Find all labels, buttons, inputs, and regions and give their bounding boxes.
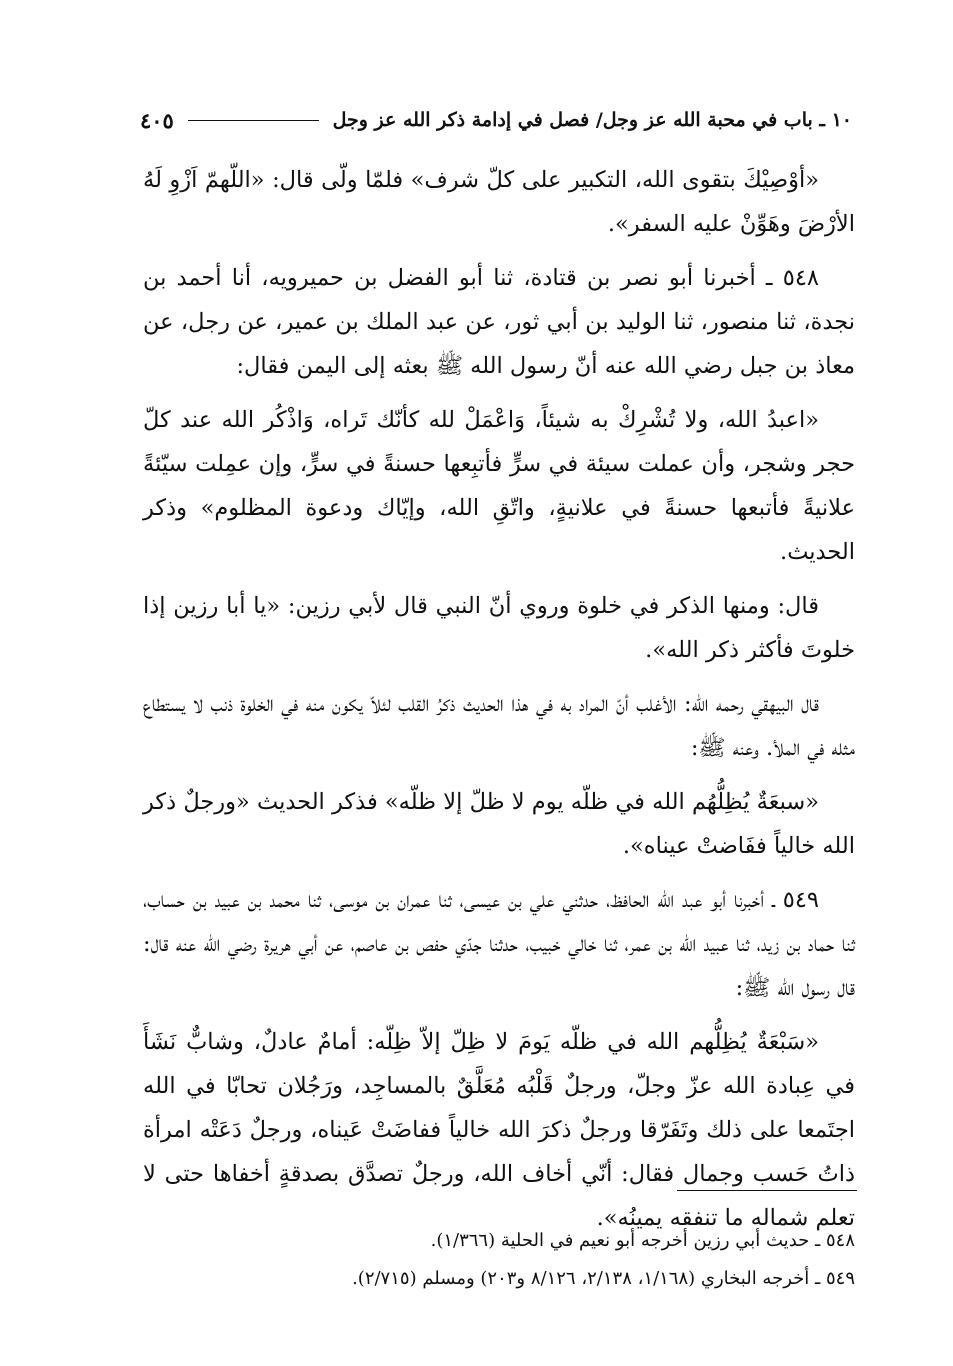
commentary-khalwa: قال: ومنها الذكر في خلوة وروي أنّ النبي قال لأبي رزين: «يا أبا رزين إذا خلوتَ فأكثر ذكر الله». xyxy=(143,593,855,663)
footnote-548: ٥٤٨ ـ حديث أبي رزين أخرجه أبو نعيم في الحلية (١/٣٦٦). xyxy=(430,1230,855,1251)
page-number: ٤٠٥ xyxy=(140,107,174,133)
main-text xyxy=(143,158,855,1250)
footnote-549: ٥٤٩ ـ أخرجه البخاري (١/١٦٨، ٢/١٣٨، ٨/١٢٦ و٢٠٣) ومسلم (٢/٧١٥). xyxy=(352,1268,855,1289)
footnotes xyxy=(143,1222,855,1298)
hadith-549-text: «سَبْعَةٌ يُظِلُّهم الله في ظلّه يَومَ لا ظِلّ إلاّ ظِلّه: أمامٌ عادلٌ، وشابٌّ نَشَأَ في عِبادة الله عزّ وجلّ، ورجلٌ قَلْبُه مُعَلَّقٌ بالمساجِد، ورَجُلان تحابّا في الله اجتَمعا على ذلك وتَفَرّقا ورجلٌ ذكرَ الله خالياً ففاضَتْ عَيناه، ورجلٌ دَعَتْه امرأة ذاتُ حَسب وجمال فقال: أنّي أخاف الله، ورجلٌ تصدَّق بصدقةٍ أخفاها حتى لا تعلم شماله ما تنفقه يمينُه». xyxy=(143,1029,855,1231)
hadith-549-isnad: ٥٤٩ ـ أخبرنا أبو عبد الله الحافظ، حدثني علي بن عيسى، ثنا عمران بن موسى، ثنا محمد بن عبيد بن حساب، ثنا حماد بن زيد، ثنا عبيد الله بن عمر، ثنا خالي خبيب، حدثنا جدّي حفص بن عاصم، عن أبي هريرة رضي الله عنه قال: قال رسول الله ﷺ: xyxy=(143,887,855,1001)
running-title: ١٠ ـ باب في محبة الله عز وجل/ فصل في إدامة ذكر الله عز وجل xyxy=(332,109,852,131)
paragraph-continuation: «أوْصِيْكَ بتقوى الله، التكبير على كلّ شرف» فلمّا ولّى قال: «اللّهمّ اَزْوِ لَهُ الأرْضَ وهَوِّنْ عليه السفر». xyxy=(143,167,855,237)
header-rule xyxy=(188,120,319,121)
bayhaqi-comment: قال البيهقي رحمه الله: الأغلب أنّ المراد به في هذا الحديث ذكرُ القلب لئلاّ يكون منه في الخلوة ذنب لا يستطاع مثله في الملأ. وعنه ﷺ: xyxy=(143,691,855,761)
hadith-548-text: «اعبدُ الله، ولا تُشْرِكْ به شيئاً، وَاعْمَلْ لله كأنّك تَراه، وَاذْكُر الله عند كلّ حجر وشجر، وأن عملت سيئة في سرٍّ فأتبِعها حسنةً في سرٍّ، وإن عمِلت سيّئةً علانيةً فأتبعها حسنةً في علانيةٍ، واتّقِ الله، وإيّاك ودعوة المظلوم» وذكر الحديث. xyxy=(143,407,855,565)
seven-shade-summary: «سبعَةٌ يُظِلُّهُم الله في ظلّه يوم لا ظلّ إلا ظلّه» فذكر الحديث «ورجلٌ ذكر الله خالياً ففَاضتْ عيناه». xyxy=(143,789,855,859)
hadith-548-isnad: ٥٤٨ ـ أخبرنا أبو نصر بن قتادة، ثنا أبو الفضل بن حميرويه، أنا أحمد بن نجدة، ثنا منصور، ثنا الوليد بن أبي ثور، عن عبد الملك بن عمير، عن رجل، عن معاذ بن جبل رضي الله عنه أنّ رسول الله ﷺ بعثه إلى اليمن فقال: xyxy=(143,265,855,379)
running-header xyxy=(140,100,852,140)
footnote-divider xyxy=(677,1190,857,1191)
